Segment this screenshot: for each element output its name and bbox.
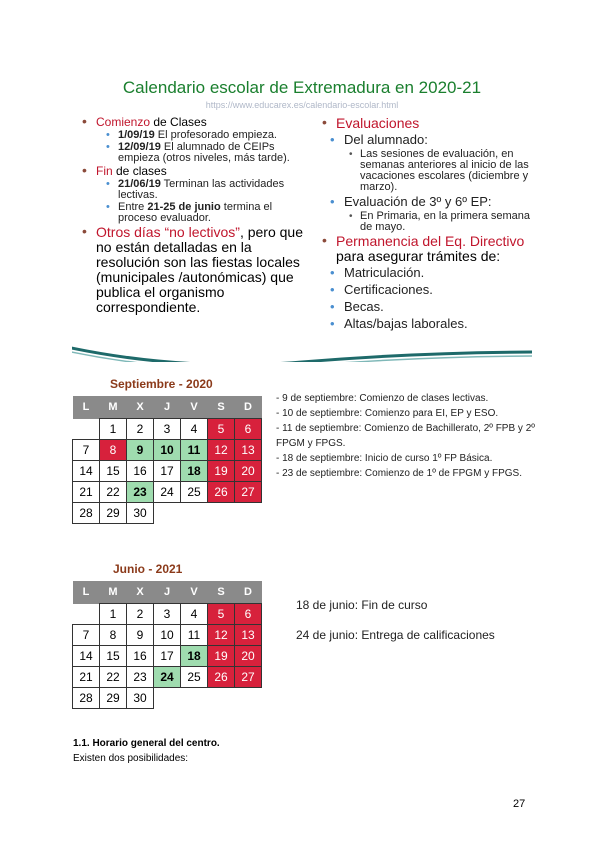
day-cell: 16: [127, 646, 154, 667]
june-notes: [296, 597, 496, 657]
day-header: J: [154, 581, 181, 604]
day-cell: 12: [208, 625, 235, 646]
day-cell: 16: [127, 461, 154, 482]
day-cell: 30: [127, 503, 154, 524]
september-note: - 10 de septiembre: Comienzo para EI, EP y ESO.: [276, 408, 499, 419]
day-cell: 2: [127, 419, 154, 440]
fin-item-2: • Entre 21-25 de junio termina el proceso evaluador.: [78, 202, 306, 224]
day-cell: 29: [100, 503, 127, 524]
day-cell: 14: [73, 646, 100, 667]
evaluacion-ep-item: • Evaluación de 3º y 6º EP:: [318, 194, 532, 210]
day-cell: 27: [235, 482, 262, 503]
day-cell: 7: [73, 625, 100, 646]
day-cell: 26: [208, 482, 235, 503]
september-note: - 9 de septiembre: Comienzo de clases lectivas.: [276, 393, 489, 404]
june-note: 18 de junio: Fin de curso: [296, 598, 428, 612]
day-cell: 23: [127, 482, 154, 503]
september-calendar: [72, 396, 262, 524]
permanencia-bullet: • Permanencia del Eq. Directivo para asegurar trámites de:: [318, 234, 532, 264]
slide-wave-decoration: [72, 334, 532, 362]
day-header: L: [73, 396, 100, 419]
day-cell: 22: [100, 667, 127, 688]
evaluaciones-bullet: • Evaluaciones: [318, 116, 532, 131]
del-alumnado-item: • Del alumnado:: [318, 132, 532, 148]
day-cell: 3: [154, 419, 181, 440]
comienzo-item-2: • 12/09/19 El alumnado de CEIPs empieza (otros niveles, más tarde).: [78, 142, 306, 164]
day-header: X: [127, 396, 154, 419]
day-cell: 6: [235, 419, 262, 440]
day-header: D: [235, 581, 262, 604]
september-note: - 11 de septiembre: Comienzo de Bachillerato, 2º FPB y 2º FPGM y FPGS.: [276, 423, 535, 449]
day-cell: 2: [127, 604, 154, 625]
day-cell: 6: [235, 604, 262, 625]
day-cell: 4: [181, 419, 208, 440]
day-cell: 10: [154, 440, 181, 461]
day-cell: 21: [73, 482, 100, 503]
day-cell: 5: [208, 604, 235, 625]
day-cell: 18: [181, 461, 208, 482]
slide-url: https://www.educarex.es/calendario-escolar.html: [205, 100, 399, 110]
fin-item-1: • 21/06/19 Terminan las actividades lectivas.: [78, 179, 306, 201]
day-cell: 28: [73, 688, 100, 709]
september-notes: [276, 391, 536, 481]
day-cell: 29: [100, 688, 127, 709]
day-cell: 13: [235, 625, 262, 646]
june-calendar: [72, 581, 262, 709]
day-cell: 27: [235, 667, 262, 688]
day-cell: 5: [208, 419, 235, 440]
comienzo-bullet: • Comienzo de Clases: [78, 116, 306, 129]
day-header: M: [100, 396, 127, 419]
page-number: 27: [513, 798, 526, 810]
day-cell: 3: [154, 604, 181, 625]
day-cell: 24: [154, 482, 181, 503]
tramite-item: • Altas/bajas laborales.: [318, 316, 532, 332]
day-header: J: [154, 396, 181, 419]
day-cell: 19: [208, 461, 235, 482]
slide-right-column: [318, 116, 532, 333]
day-header: V: [181, 396, 208, 419]
day-cell: 20: [235, 461, 262, 482]
slide-title: Calendario escolar de Extremadura en 2020-21: [122, 78, 482, 97]
day-cell: 17: [154, 646, 181, 667]
section-heading: 1.1. Horario general del centro.: [73, 738, 220, 749]
day-cell: 26: [208, 667, 235, 688]
june-calendar-title: Junio - 2021: [113, 562, 183, 576]
day-cell: 18: [181, 646, 208, 667]
day-cell: 30: [127, 688, 154, 709]
june-note: 24 de junio: Entrega de calificaciones: [296, 628, 495, 642]
day-header: L: [73, 581, 100, 604]
day-cell: 15: [100, 461, 127, 482]
comienzo-item-1: • 1/09/19 El profesorado empieza.: [78, 130, 306, 141]
day-cell: 12: [208, 440, 235, 461]
september-note: - 18 de septiembre: Inicio de curso 1º FP Básica.: [276, 453, 493, 464]
day-cell: 1: [100, 419, 127, 440]
day-header: V: [181, 581, 208, 604]
fin-bullet: • Fin de clases: [78, 165, 306, 178]
day-cell: 4: [181, 604, 208, 625]
day-cell: 9: [127, 440, 154, 461]
day-cell: 28: [73, 503, 100, 524]
day-header: D: [235, 396, 262, 419]
day-cell: 8: [100, 625, 127, 646]
day-cell: 13: [235, 440, 262, 461]
tramite-item: • Matriculación.: [318, 265, 532, 281]
september-note: - 23 de septiembre: Comienzo de 1º de FPGM y FPGS.: [276, 468, 522, 479]
day-cell: 1: [100, 604, 127, 625]
day-cell: 25: [181, 667, 208, 688]
day-cell: 22: [100, 482, 127, 503]
day-cell: 21: [73, 667, 100, 688]
primaria-item: • En Primaria, en la primera semana de mayo.: [318, 211, 532, 233]
tramite-item: • Becas.: [318, 299, 532, 315]
day-cell: 8: [100, 440, 127, 461]
day-header: S: [208, 581, 235, 604]
day-cell: 25: [181, 482, 208, 503]
sesiones-item: • Las sesiones de evaluación, en semanas anteriores al inicio de las vacaciones escolares (diciembre y marzo).: [318, 149, 532, 193]
day-cell: 23: [127, 667, 154, 688]
calendar-slide: [72, 72, 532, 362]
day-header: S: [208, 396, 235, 419]
day-cell: 14: [73, 461, 100, 482]
day-header: X: [127, 581, 154, 604]
day-cell: 19: [208, 646, 235, 667]
day-header: M: [100, 581, 127, 604]
slide-left-column: [78, 116, 306, 316]
day-cell: 7: [73, 440, 100, 461]
day-cell: 11: [181, 625, 208, 646]
day-cell: 11: [181, 440, 208, 461]
otros-bullet: • Otros días “no lectivos”, pero que no están detalladas en la resolución son las fiestas locales (municipales /autonómicas) que publica el organismo correspondiente.: [78, 225, 306, 315]
day-cell: 17: [154, 461, 181, 482]
day-cell: 9: [127, 625, 154, 646]
september-calendar-title: Septiembre - 2020: [110, 377, 213, 391]
day-cell: 15: [100, 646, 127, 667]
section-subtext: Existen dos posibilidades:: [73, 753, 189, 764]
day-cell: 24: [154, 667, 181, 688]
day-cell: 10: [154, 625, 181, 646]
day-cell: 20: [235, 646, 262, 667]
tramite-item: • Certificaciones.: [318, 282, 532, 298]
